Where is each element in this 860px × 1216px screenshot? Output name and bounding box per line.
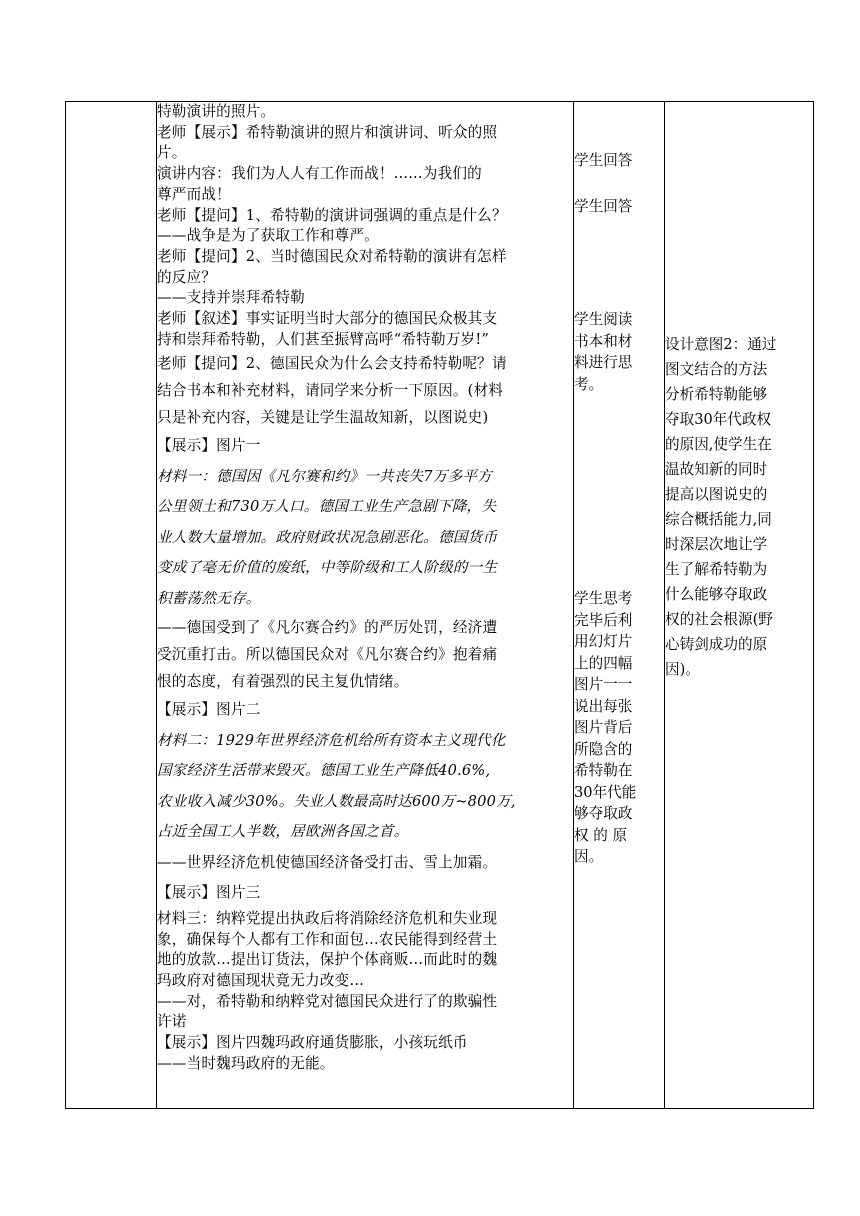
text-line: 老师【提问】1、希特勒的演讲词强调的重点是什么？: [157, 206, 507, 224]
text-line: 学生回答: [574, 197, 633, 215]
text-line: 希特勒在: [574, 762, 633, 779]
text-line: 老师【提问】2、当时德国民众对希特勒的演讲有怎样: [157, 247, 507, 265]
text-line: 学生阅读: [574, 311, 633, 328]
text-line: 国家经济生活带来毁灭。德国工业生产降低40.6%,: [157, 762, 491, 780]
text-line: 什么能够夺取政: [665, 586, 768, 603]
text-line: 上的四幅: [574, 654, 633, 672]
text-line: ——对，希特勒和纳粹党对德国民众进行了的欺骗性: [157, 992, 498, 1010]
text-line: 图片一一: [574, 676, 633, 693]
text-line: ——支持并崇拜希特勒: [157, 289, 305, 307]
text-line: 许诺: [157, 1013, 187, 1031]
text-line: 玛政府对德国现状竟无力改变…: [157, 972, 365, 990]
text-line: 的反应？: [157, 268, 217, 286]
text-line: 够夺取政: [574, 805, 633, 822]
text-line: 象，确保每个人都有工作和面包…农民能得到经营土: [157, 930, 498, 948]
text-line: 心铸剑成功的原: [665, 636, 768, 653]
text-line: 结合书本和补充材料，请同学来分析一下原因。(材料: [157, 382, 504, 400]
text-line: 受沉重打击。所以德国民众对《凡尔赛合约》抱着痛: [157, 646, 498, 664]
text-line: 公里领土和730万人口。德国工业生产急剧下降，失: [157, 498, 497, 516]
text-line: 材料二：1929年世界经济危机给所有资本主义现代化: [157, 731, 506, 749]
text-line: ——世界经济危机使德国经济备受打击、雪上加霜。: [157, 853, 498, 871]
student-activity-cell: [574, 102, 665, 1109]
text-line: 材料三：纳粹党提出执政后将消除经济危机和失业现: [157, 909, 498, 927]
text-line: 片。: [157, 144, 187, 162]
text-line: 特勒演讲的照片。: [157, 103, 276, 120]
question-block: [157, 350, 573, 431]
material-two-block: [157, 695, 573, 909]
stage-cell: [66, 102, 157, 1109]
text-line: 所隐含的: [574, 740, 633, 758]
text-line: 变成了毫无价值的废纸，中等阶级和工人阶级的一生: [157, 559, 498, 577]
text-line: 老师【展示】希特勒演讲的照片和演讲词、听众的照: [157, 123, 498, 141]
text-line: 恨的态度，有着强烈的民主复仇情绪。: [157, 673, 409, 691]
lesson-plan-table: [65, 101, 814, 1109]
text-line: 占近全国工人半数，居欧洲各国之首。: [157, 823, 409, 841]
text-line: 【展示】图片四魏玛政府通货膨胀，小孩玩纸币: [157, 1034, 468, 1052]
text-line: 老师【叙述】事实证明当时大部分的德国民众极其支: [157, 310, 498, 328]
text-line: ——战争是为了获取工作和尊严。: [157, 227, 379, 245]
text-line: 材料一：德国因《凡尔赛和约》一共丧失7万多平方: [157, 467, 492, 485]
text-line: 图片背后: [574, 719, 633, 736]
text-line: ——德国受到了《凡尔赛合约》的严厉处罚，经济遭: [157, 619, 498, 637]
text-line: 设计意图2：通过: [665, 336, 777, 353]
intro-block: [157, 102, 573, 350]
text-line: ——当时魏玛政府的无能。: [157, 1054, 335, 1072]
text-line: 用幻灯片: [574, 633, 633, 650]
text-line: 提高以图说史的: [665, 486, 768, 503]
text-line: 农业收入减少30%。失业人数最高时达600万~800万,: [157, 792, 516, 810]
text-line: 说出每张: [574, 697, 633, 715]
text-line: 地的放款…提出订货法，保护个体商贩…而此时的魏: [157, 951, 498, 969]
text-line: 的原因,使学生在: [665, 436, 772, 453]
material-three-block: [157, 909, 573, 1075]
table-row: [66, 102, 814, 1109]
text-line: 演讲内容：我们为人人有工作而战！......为我们的: [157, 165, 482, 183]
text-line: 因。: [574, 848, 604, 865]
text-line: 生了解希特勒为: [665, 561, 768, 578]
text-line: 权 的 原: [574, 826, 628, 844]
text-line: 分析希特勒能够: [665, 386, 768, 403]
text-line: 【展示】图片三: [157, 884, 261, 902]
text-line: 书本和材: [574, 332, 633, 350]
text-line: 老师【提问】2、德国民众为什么会支持希特勒呢？请: [157, 355, 507, 373]
conclusion-one-block: [157, 614, 573, 695]
text-line: 图文结合的方法: [665, 361, 768, 378]
text-line: 因)。: [665, 661, 700, 678]
text-line: 积蓄荡然无存。: [157, 589, 261, 607]
text-line: 完毕后利: [574, 611, 633, 629]
text-line: 温故知新的同时: [665, 461, 768, 478]
text-line: 料进行思: [574, 354, 633, 371]
text-line: 夺取30年代政权: [665, 411, 772, 428]
text-line: 时深层次地让学: [665, 536, 768, 553]
text-line: 30年代能: [574, 783, 637, 801]
material-one-block: [157, 431, 573, 614]
text-line: 学生思考: [574, 590, 633, 607]
teacher-activity-cell: [157, 102, 574, 1109]
text-line: 只是补充内容，关键是让学生温故知新，以图说史): [157, 409, 489, 427]
text-line: 学生回答: [574, 152, 633, 169]
design-intent-cell: [665, 102, 814, 1109]
text-line: 权的社会根源(野: [665, 611, 773, 628]
text-line: 考。: [574, 375, 604, 393]
text-line: 业人数大量增加。政府财政状况急剧恶化。德国货币: [157, 528, 498, 546]
text-line: 持和崇拜希特勒，人们甚至振臂高呼“希特勒万岁!”: [157, 330, 490, 348]
text-line: 【展示】图片二: [157, 701, 261, 719]
text-line: 尊严而战！: [157, 185, 231, 203]
text-line: 【展示】图片一: [157, 437, 261, 455]
text-line: 综合概括能力,同: [665, 511, 772, 528]
